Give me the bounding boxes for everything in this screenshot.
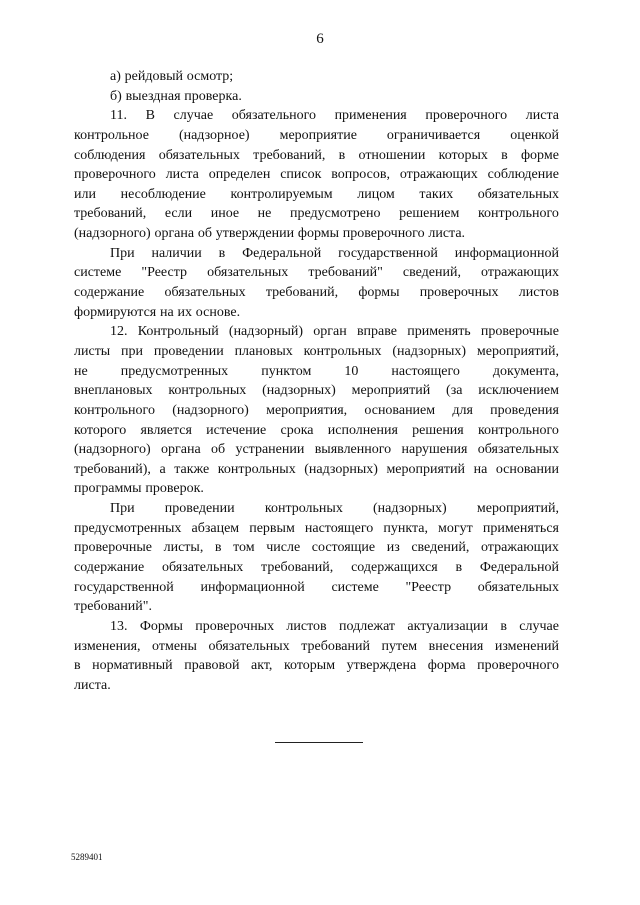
word: утверждении: [215, 226, 295, 242]
word: проведении: [153, 343, 224, 359]
word: отношении: [358, 147, 426, 163]
word: отмены: [152, 638, 197, 654]
word: контролируемым: [230, 186, 333, 202]
page-number: 6: [316, 31, 324, 47]
word: устранении: [235, 442, 305, 458]
word: а): [110, 69, 121, 84]
word: контрольных: [168, 383, 247, 399]
word: применения: [334, 108, 407, 124]
text-line: [74, 617, 559, 637]
word: При: [110, 245, 135, 261]
word: основанием: [364, 402, 436, 418]
word: форма: [427, 658, 466, 674]
word: вправе: [356, 324, 397, 340]
word: или: [74, 186, 96, 202]
word: формируются: [74, 304, 157, 320]
word: состоящие: [311, 540, 376, 556]
word: (надзорных): [373, 501, 447, 517]
word: требований".: [74, 599, 152, 615]
word: 10: [344, 363, 359, 379]
word: листа: [525, 108, 559, 124]
text-line: [74, 362, 559, 382]
word: содержащихся: [351, 560, 438, 576]
word: настоящего: [304, 520, 374, 536]
word: является: [140, 422, 192, 438]
word: обязательных: [477, 186, 559, 202]
text-line: [74, 558, 559, 578]
word: лицом: [357, 186, 395, 202]
word: том: [233, 540, 255, 556]
text-line: [74, 676, 559, 696]
word: "Реестр: [405, 579, 452, 595]
word: не: [74, 363, 88, 379]
word: Федеральной: [479, 560, 559, 576]
word: (надзорный): [228, 324, 304, 340]
word: проверочные: [74, 540, 153, 556]
word: мероприятия,: [266, 402, 348, 418]
text-line: [74, 519, 559, 539]
word: правовой: [184, 658, 240, 674]
word: 11.: [110, 108, 127, 124]
word: листа: [165, 167, 199, 183]
word: выявленного: [314, 442, 392, 458]
text-line: [74, 204, 559, 224]
word: проверочного: [477, 658, 559, 674]
word: проверочных: [195, 618, 275, 634]
word: вопросов,: [331, 167, 390, 183]
word: обязательного: [231, 108, 316, 124]
word: государственной: [338, 245, 438, 261]
text-line: [74, 67, 559, 87]
text-line: [74, 322, 559, 342]
word: внесения: [428, 638, 484, 654]
word: информационной: [454, 245, 559, 261]
word: обязательных: [477, 442, 559, 458]
word: 12.: [110, 324, 128, 340]
word: листы: [74, 343, 111, 359]
word: Контрольный: [137, 324, 219, 340]
word: основе.: [195, 304, 241, 320]
word: государственной: [74, 579, 174, 595]
word: которым: [283, 658, 336, 674]
word: а: [159, 461, 166, 477]
word: сведений,: [411, 540, 470, 556]
word: "Реестр: [141, 265, 187, 281]
word: срока: [280, 422, 314, 438]
text-line: [74, 185, 559, 205]
word: (за: [446, 383, 463, 399]
body-text: [74, 67, 559, 696]
word: на: [473, 461, 488, 477]
word: нормативный: [92, 658, 173, 674]
word: утверждена: [346, 658, 417, 674]
word: об: [197, 226, 212, 242]
word: формы: [297, 226, 340, 242]
word: выездная: [125, 88, 181, 104]
text-line: [74, 578, 559, 598]
text-line: [74, 106, 559, 126]
word: в: [214, 540, 222, 556]
word: плановых: [234, 343, 293, 359]
word: изменений: [494, 638, 559, 654]
word: требований,: [74, 206, 147, 222]
word: иное: [210, 206, 240, 222]
word: осмотр;: [186, 69, 234, 84]
document-code: 5289401: [71, 852, 103, 862]
word: системе: [331, 579, 379, 595]
word: при: [121, 343, 144, 359]
word: если: [164, 206, 193, 222]
word: в: [74, 658, 81, 674]
word: проверочного: [425, 108, 508, 124]
word: орган: [313, 324, 347, 340]
word: путем: [381, 638, 418, 654]
word: При: [110, 501, 135, 517]
word: требований),: [74, 461, 151, 477]
word: мероприятий: [351, 383, 431, 399]
word: форме: [520, 147, 559, 163]
word: контрольных: [217, 461, 296, 477]
word: органа: [154, 226, 195, 242]
word: ограничивается: [386, 127, 481, 143]
word: решения: [412, 422, 464, 438]
text-line: [74, 165, 559, 185]
text-line: [74, 460, 559, 480]
word: в: [218, 245, 226, 261]
end-divider-line: [275, 742, 363, 743]
word: проверка.: [184, 88, 242, 104]
word: решением: [399, 206, 460, 222]
word: обязательных: [162, 560, 244, 576]
word: системе: [74, 265, 122, 281]
word: определен: [208, 167, 271, 183]
word: отражающих: [399, 167, 478, 183]
word: обязательных: [207, 265, 289, 281]
word: контрольных: [303, 343, 382, 359]
word: содержание: [74, 285, 145, 301]
word: наличии: [151, 245, 202, 261]
word: проведении: [164, 501, 235, 517]
word: требований: [301, 638, 370, 654]
word: мероприятий: [386, 461, 466, 477]
word: В: [145, 108, 155, 124]
word: случае: [173, 108, 214, 124]
word: документа,: [492, 363, 559, 379]
word: (надзорного): [74, 442, 151, 458]
word: список: [280, 167, 322, 183]
word: проведения: [490, 402, 559, 418]
word: (надзорного): [172, 402, 249, 418]
word: (надзорных): [262, 383, 336, 399]
word: также: [174, 461, 210, 477]
word: отражающих: [481, 265, 559, 281]
word: Формы: [139, 618, 183, 634]
word: проверок.: [145, 481, 204, 497]
word: (надзорного): [74, 226, 151, 242]
word: истечение: [206, 422, 267, 438]
text-line: [74, 597, 559, 617]
word: обязательных: [208, 638, 290, 654]
word: мероприятий,: [476, 501, 559, 517]
word: контрольного: [477, 206, 559, 222]
word: (надзорных): [304, 461, 378, 477]
word: в: [455, 560, 463, 576]
text-line: [74, 381, 559, 401]
word: рейдовый: [124, 69, 183, 84]
word: листа.: [74, 677, 111, 693]
word: пункта,: [383, 520, 428, 536]
word: предусмотренных: [120, 363, 229, 379]
word: для: [452, 402, 473, 418]
word: несоблюдение: [120, 186, 206, 202]
word: контрольное: [74, 127, 149, 143]
word: могут: [438, 520, 473, 536]
text-line: [74, 538, 559, 558]
word: контрольного: [477, 422, 559, 438]
word: первым: [249, 520, 295, 536]
word: в: [338, 147, 346, 163]
word: исключением: [478, 383, 559, 399]
text-line: [74, 244, 559, 264]
text-line: [74, 479, 559, 499]
text-line: [74, 342, 559, 362]
text-line: [74, 303, 559, 323]
word: требований,: [261, 560, 334, 576]
text-line: [74, 283, 559, 303]
word: из: [386, 540, 400, 556]
text-line: [74, 440, 559, 460]
word: нарушения: [401, 442, 468, 458]
word: требований,: [265, 285, 339, 301]
text-line: [74, 263, 559, 283]
word: (надзорное): [178, 127, 250, 143]
word: обязательных: [164, 285, 246, 301]
word: листа.: [428, 226, 466, 242]
word: органа: [161, 442, 201, 458]
text-line: [74, 499, 559, 519]
word: применять: [407, 324, 471, 340]
word: об: [211, 442, 226, 458]
word: числе: [266, 540, 301, 556]
word: отражающих: [480, 540, 559, 556]
word: обязательных: [158, 147, 240, 163]
word: в: [501, 147, 508, 163]
word: обязательных: [477, 579, 559, 595]
word: акт,: [251, 658, 273, 674]
word: в: [500, 618, 507, 634]
text-line: [74, 656, 559, 676]
text-line: [74, 126, 559, 146]
word: на: [160, 304, 174, 320]
word: которых: [438, 147, 488, 163]
text-line: [74, 421, 559, 441]
word: программы: [74, 481, 142, 497]
word: актуализации: [407, 618, 489, 634]
word: требований,: [253, 147, 326, 163]
word: (надзорных): [392, 343, 467, 359]
word: Федеральной: [242, 245, 322, 261]
word: листов: [286, 618, 327, 634]
word: предусмотренных: [74, 520, 182, 536]
word: таких: [419, 186, 454, 202]
word: абзацем: [191, 520, 240, 536]
word: основании: [495, 461, 559, 477]
word: мероприятие: [279, 127, 357, 143]
text-line: [74, 87, 559, 107]
word: листов: [518, 285, 559, 301]
word: требований": [308, 265, 383, 281]
text-line: [74, 401, 559, 421]
text-line: [74, 637, 559, 657]
word: внеплановых: [74, 383, 153, 399]
word: формы: [358, 285, 400, 301]
word: мероприятий,: [476, 343, 559, 359]
word: информационной: [200, 579, 305, 595]
word: оценкой: [510, 127, 559, 143]
word: проверочных: [419, 285, 499, 301]
word: случае: [519, 618, 559, 634]
word: контрольного: [74, 402, 155, 418]
word: применяться: [482, 520, 559, 536]
word: проверочные: [480, 324, 559, 340]
word: которого: [74, 422, 127, 438]
word: их: [177, 304, 192, 320]
word: соблюдение: [487, 167, 559, 183]
word: проверочного: [74, 167, 156, 183]
word: проверочного: [342, 226, 425, 242]
word: предусмотрено: [289, 206, 381, 222]
word: пунктом: [261, 363, 312, 379]
word: контрольных: [264, 501, 343, 517]
text-line: [74, 146, 559, 166]
word: 13.: [110, 618, 128, 634]
word: исполнения: [327, 422, 398, 438]
word: изменения,: [74, 638, 141, 654]
word: подлежат: [339, 618, 396, 634]
word: листы,: [163, 540, 204, 556]
word: соблюдения: [74, 147, 146, 163]
word: б): [110, 88, 122, 104]
word: содержание: [74, 560, 145, 576]
word: настоящего: [391, 363, 460, 379]
text-line: [74, 224, 559, 244]
word: сведений,: [402, 265, 461, 281]
word: не: [257, 206, 272, 222]
